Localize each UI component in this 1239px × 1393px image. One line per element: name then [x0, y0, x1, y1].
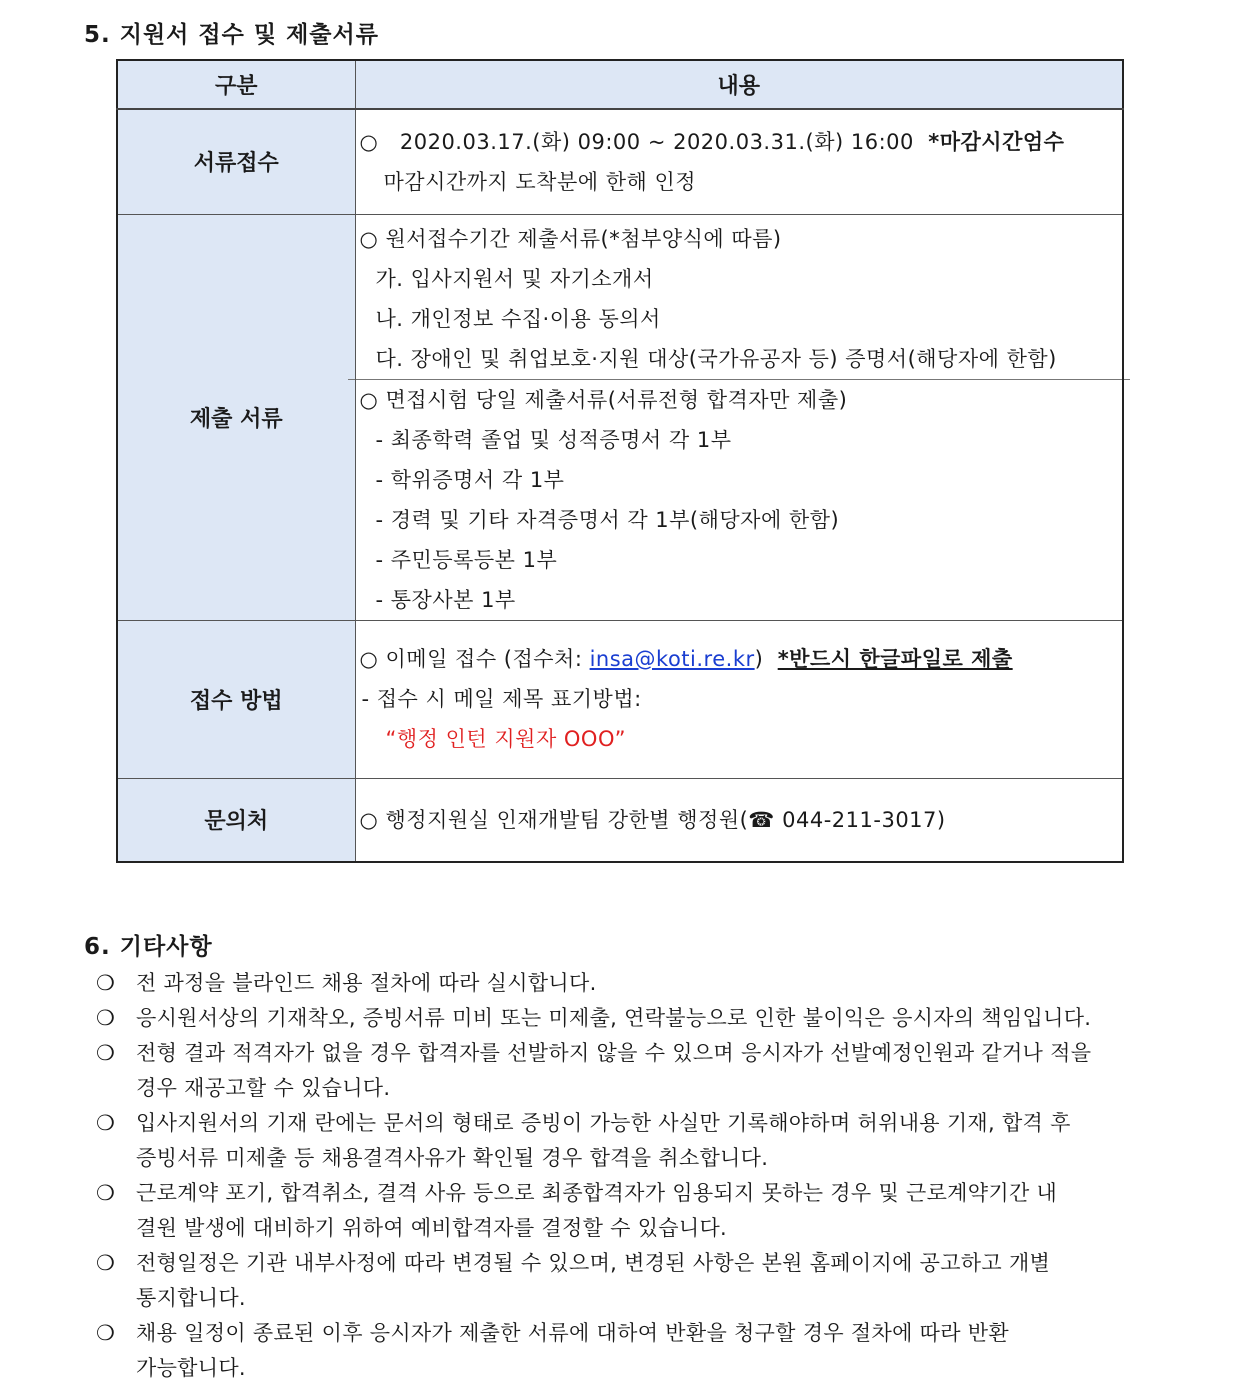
section5-title: 5. 지원서 접수 및 제출서류: [84, 22, 379, 48]
bullet-icon: ❍: [96, 1111, 116, 1135]
application-table: [116, 59, 1124, 863]
label-contact: 문의처: [117, 778, 355, 862]
list-item-text: 통지합니다.: [136, 1286, 246, 1310]
row-contact: [117, 778, 1123, 862]
list-item-text: 입사지원서의 기재 란에는 문서의 형태로 증빙이 가능한 사실만 기록해야하며 허위내용 기재, 합격 후: [136, 1111, 1071, 1135]
list-item: [96, 1001, 1176, 1036]
mail-subject-format-label: - 접수 시 메일 제목 표기방법:: [361, 687, 642, 711]
list-item: [96, 966, 1176, 1001]
bullet-icon: ❍: [96, 1321, 116, 1345]
receipt-period: 2020.03.17.(화) 09:00 ~ 2020.03.31.(화) 16:00: [399, 129, 914, 154]
header-content: 내용: [355, 60, 1123, 109]
label-submission-method: 접수 방법: [117, 620, 355, 778]
list-item-text: 전형 결과 적격자가 없을 경우 합격자를 선발하지 않을 수 있으며 응시자가 선발예정인원과 같거나 적을: [136, 1041, 1092, 1065]
email-suffix: ): [754, 647, 764, 671]
list-item: [96, 1246, 1176, 1316]
docs-part1-item: 다. 장애인 및 취업보호·지원 대상(국가유공자 등) 증명서(해당자에 한함): [375, 346, 1057, 371]
list-item-text: 증빙서류 미제출 등 채용결격사유가 확인될 경우 합격을 취소합니다.: [136, 1146, 769, 1170]
list-item: [96, 1106, 1176, 1176]
bullet-icon: ❍: [96, 1251, 116, 1275]
list-item-text: 전형일정은 기관 내부사정에 따라 변경될 수 있으며, 변경된 사항은 본원 홈페이지에 공고하고 개별: [136, 1251, 1051, 1275]
docs-part2-item: - 학위증명서 각 1부: [375, 467, 565, 492]
list-item: [96, 1036, 1176, 1106]
section6-title: 6. 기타사항: [84, 934, 213, 960]
list-item: [96, 1176, 1176, 1246]
list-item-text: 채용 일정이 종료된 이후 응시자가 제출한 서류에 대하여 반환을 청구할 경우 절차에 따라 반환: [136, 1321, 1009, 1345]
docs-part2-heading: ○ 면접시험 당일 제출서류(서류전형 합격자만 제출): [359, 387, 848, 412]
receipt-note: 마감시간까지 도착분에 한해 인정: [383, 169, 697, 194]
docs-part2-item: - 경력 및 기타 자격증명서 각 1부(해당자에 한함): [375, 507, 840, 532]
email-prefix: ○ 이메일 접수 (접수처:: [359, 647, 590, 671]
label-document-receipt: 서류접수: [117, 109, 355, 214]
docs-part2-item: - 주민등록등본 1부: [375, 547, 558, 572]
docs-part1-item: 가. 입사지원서 및 자기소개서: [375, 266, 654, 291]
deadline-notice: *마감시간엄수: [928, 129, 1065, 154]
receipt-period-line: [356, 122, 1123, 162]
row-required-documents: [117, 214, 1123, 620]
docs-part1-heading: ○ 원서접수기간 제출서류(*첨부양식에 따름): [359, 226, 782, 251]
list-item-text: 응시원서상의 기재착오, 증빙서류 미비 또는 미제출, 연락불능으로 인한 불이익은 응시자의 책임입니다.: [136, 1006, 1092, 1030]
list-item-text: 근로계약 포기, 합격취소, 결격 사유 등으로 최종합격자가 임용되지 못하는 경우 및 근로계약기간 내: [136, 1181, 1058, 1205]
bullet-icon: ❍: [96, 1181, 116, 1205]
circle-mark: ○: [359, 129, 379, 154]
label-required-documents: 제출 서류: [117, 214, 355, 620]
content-required-documents: [355, 214, 1123, 620]
contact-prefix: ○ 행정지원실 인재개발팀 강한별 행정원(: [359, 807, 749, 832]
list-item-text: 결원 발생에 대비하기 위하여 예비합격자를 결정할 수 있습니다.: [136, 1216, 728, 1240]
docs-part2-item: - 통장사본 1부: [375, 587, 516, 612]
docs-part1-item: 나. 개인정보 수집·이용 동의서: [375, 306, 661, 331]
header-category: 구분: [117, 60, 355, 109]
content-document-receipt: [355, 109, 1123, 214]
list-item-text: 경우 재공고할 수 있습니다.: [136, 1076, 391, 1100]
contact-line: [356, 800, 1123, 840]
mail-subject-format: “행정 인턴 지원자 OOO”: [385, 727, 627, 751]
content-submission-method: [355, 620, 1123, 778]
content-contact: [355, 778, 1123, 862]
contact-phone: 044-211-3017): [774, 807, 946, 832]
bullet-icon: ❍: [96, 1041, 116, 1065]
email-link[interactable]: insa@koti.re.kr: [589, 647, 755, 671]
bullet-icon: ❍: [96, 1006, 116, 1030]
email-submission-line: [356, 639, 1123, 679]
table-header-row: [117, 60, 1123, 109]
row-submission-method: [117, 620, 1123, 778]
notes-list: [96, 966, 1176, 1386]
phone-icon: ☎: [748, 807, 775, 832]
list-item-text: 전 과정을 블라인드 채용 절차에 따라 실시합니다.: [136, 971, 597, 995]
bullet-icon: ❍: [96, 971, 116, 995]
docs-part2: [348, 379, 1131, 620]
list-item: [96, 1316, 1176, 1386]
docs-part2-item: - 최종학력 졸업 및 성적증명서 각 1부: [375, 427, 732, 452]
list-item-text: 가능합니다.: [136, 1356, 246, 1380]
row-document-receipt: [117, 109, 1123, 214]
hwp-file-notice: *반드시 한글파일로 제출: [777, 647, 1013, 671]
